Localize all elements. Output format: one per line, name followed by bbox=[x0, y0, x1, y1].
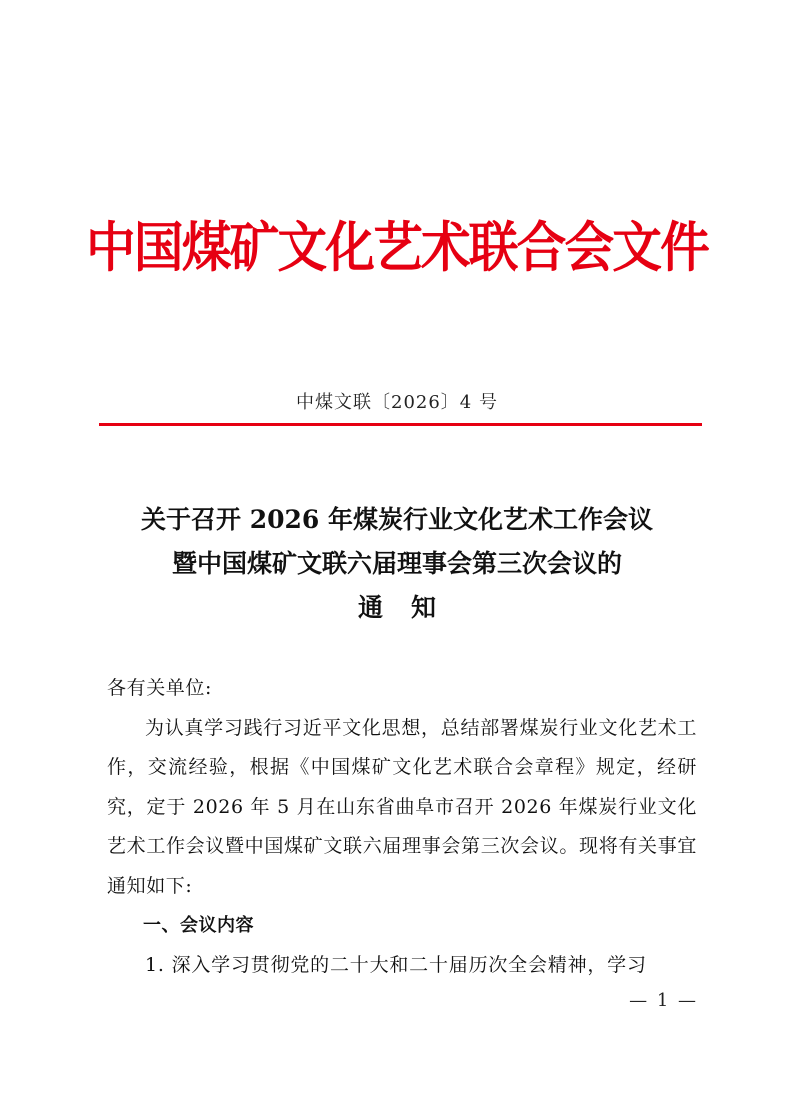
document-number: 中煤文联〔2026〕4 号 bbox=[296, 392, 498, 413]
intro-paragraph: 为认真学习践行习近平文化思想，总结部署煤炭行业文化艺术工作，交流经验，根据《中国煤矿文化艺术联合会章程》规定，经研究，定于 2026 年 5 月在山东省曲阜市召开 2026 年煤炭行业文化艺术工作会议暨中国煤矿文联六届理事会第三次会议。现将有关事宜通知如下: bbox=[107, 716, 697, 897]
document-title bbox=[0, 498, 794, 630]
section-heading-meeting-content: 一、会议内容 bbox=[143, 915, 254, 936]
red-divider-line bbox=[99, 423, 702, 426]
page-number: — 1 — bbox=[629, 990, 698, 1011]
title-line-1: 关于召开 2026 年煤炭行业文化艺术工作会议 bbox=[141, 505, 653, 534]
title-line-2: 暨中国煤矿文联六届理事会第三次会议的 bbox=[171, 549, 622, 578]
salutation: 各有关单位: bbox=[107, 677, 213, 699]
org-title-red-header: 中国煤矿文化艺术联合会文件 bbox=[86, 215, 708, 279]
title-line-3: 通知 bbox=[357, 593, 464, 622]
list-item-1: 1. 深入学习贯彻党的二十大和二十届历次全会精神，学习 bbox=[145, 953, 647, 976]
document-body bbox=[107, 669, 697, 985]
